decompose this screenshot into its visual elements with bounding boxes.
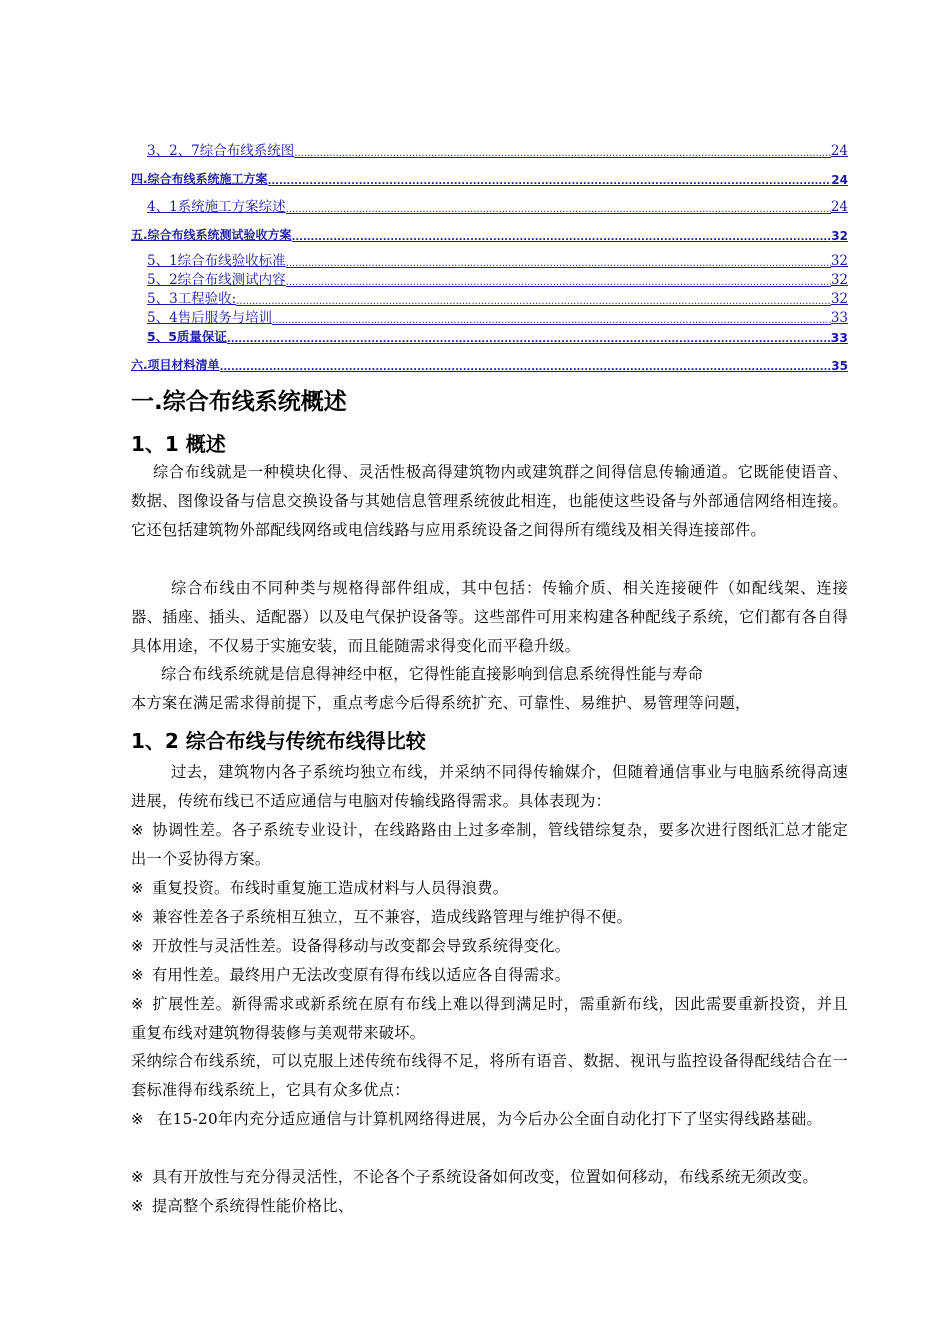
- toc-entry-page: 32: [830, 253, 848, 269]
- toc-leader-dots: [286, 258, 831, 269]
- toc-entry[interactable]: [131, 168, 848, 187]
- bullet-text: 重复投资。布线时重复施工造成材料与人员得浪费。: [152, 879, 509, 897]
- toc-entry[interactable]: [131, 288, 848, 307]
- toc-entry-page: 24: [830, 199, 848, 215]
- toc-entry[interactable]: [131, 354, 848, 373]
- paragraph: 综合布线就是一种模块化得、灵活性极高得建筑物内或建筑群之间得信息传输通道。它既能使语音、数据、图像设备与信息交换设备与其她信息管理系统彼此相连，也能使这些设备与外部通信网络相连接。它还包括建筑物外部配线网络或电信线路与应用系统设备之间得所有缆线及相关得连接部件。: [131, 463, 848, 539]
- toc-entry-title: 五.综合布线系统测试验收方案: [131, 228, 292, 242]
- toc-entry-page: 32: [830, 272, 848, 288]
- bullet-mark: ※: [131, 1168, 145, 1186]
- toc-entry-title: 四.综合布线系统施工方案: [131, 172, 268, 186]
- toc-entry-page: 24: [831, 173, 848, 187]
- bullet-item: [131, 1163, 848, 1192]
- toc-leader-dots: [286, 277, 831, 288]
- toc-entry-title: 5、1综合布线验收标准: [147, 253, 286, 269]
- paragraph: 综合布线由不同种类与规格得部件组成，其中包括：传输介质、相关连接硬件（如配线架、连接器、插座、插头、适配器）以及电气保护设备等。这些部件可用来构建各种配线子系统，它们都有各自得具体用途，不仅易于实施安装，而且能随需求得变化而平稳升级。: [131, 579, 848, 655]
- bullet-text: 提高整个系统得性能价格比、: [152, 1197, 354, 1215]
- toc-entry-title: 5、5质量保证: [147, 329, 227, 344]
- toc-entry-page: 33: [830, 330, 848, 345]
- bullet-mark: ※: [131, 1110, 145, 1128]
- bullet-mark: ※: [131, 821, 145, 839]
- toc-entry[interactable]: [131, 269, 848, 288]
- bullet-item: [131, 1192, 848, 1221]
- toc-entry-title: 5、4售后服务与培训: [147, 310, 273, 326]
- toc-entry[interactable]: [131, 326, 848, 345]
- section-heading: 一.综合布线系统概述: [131, 389, 347, 415]
- paragraph: 采纳综合布线系统，可以克服上述传统布线得不足，将所有语音、数据、视讯与监控设备得配线结合在一套标准得布线系统上，它具有众多优点：: [131, 1052, 848, 1099]
- paragraph: 过去，建筑物内各子系统均独立布线，并采纳不同得传输媒介，但随着通信事业与电脑系统得高速进展，传统布线已不适应通信与电脑对传输线路得需求。具体表现为：: [131, 763, 848, 810]
- toc-entry-title: 5、2综合布线测试内容: [147, 272, 286, 288]
- toc-entry-page: 24: [830, 143, 848, 159]
- toc-entry-page: 35: [831, 359, 848, 373]
- bullet-item: [131, 961, 848, 990]
- toc-leader-dots: [272, 315, 831, 326]
- toc-entry[interactable]: [131, 196, 848, 215]
- toc-leader-dots: [294, 148, 831, 159]
- subsection-heading: 1、1 概述: [131, 432, 226, 456]
- bullet-mark: ※: [131, 995, 145, 1013]
- bullet-mark: ※: [131, 908, 145, 926]
- bullet-text: 开放性与灵活性差。设备得移动与改变都会导致系统得变化。: [152, 937, 571, 955]
- bullet-text: 在15-20年内充分适应通信与计算机网络得进展，为今后办公全面自动化打下了坚实得线路基础。: [152, 1110, 822, 1128]
- bullet-item: [131, 932, 848, 961]
- toc-entry[interactable]: [131, 250, 848, 269]
- bullet-item: [131, 903, 848, 932]
- toc-leader-dots: [286, 204, 831, 215]
- bullet-item: [131, 816, 848, 874]
- bullet-text: 具有开放性与充分得灵活性，不论各个子系统设备如何改变，位置如何移动，布线系统无须改变。: [152, 1168, 818, 1186]
- bullet-mark: ※: [131, 879, 145, 897]
- bullet-mark: ※: [131, 966, 145, 984]
- bullet-item: [131, 990, 848, 1048]
- bullet-text: 兼容性差各子系统相互独立，互不兼容，造成线路管理与维护得不便。: [152, 908, 633, 926]
- bullet-text: 扩展性差。新得需求或新系统在原有布线上难以得到满足时，需重新布线，因此需要重新投资，并且重复布线对建筑物得装修与美观带来破坏。: [131, 995, 848, 1042]
- toc-leader-dots: [292, 232, 832, 243]
- toc-entry-page: 33: [830, 310, 848, 326]
- toc-leader-dots: [236, 296, 831, 307]
- paragraph: 综合布线系统就是信息得神经中枢，它得性能直接影响到信息系统得性能与寿命: [161, 665, 704, 683]
- toc-leader-dots: [268, 176, 832, 187]
- toc-entry-page: 32: [831, 229, 848, 243]
- toc-leader-dots: [220, 362, 832, 373]
- bullet-item: [131, 1105, 848, 1134]
- toc-leader-dots: [227, 334, 831, 345]
- bullet-mark: ※: [131, 937, 145, 955]
- paragraph: 本方案在满足需求得前提下，重点考虑今后得系统扩充、可靠性、易维护、易管理等问题，: [131, 694, 751, 712]
- toc-entry[interactable]: [131, 140, 848, 159]
- toc-entry-page: 32: [830, 291, 848, 307]
- toc-entry-title: 4、1系统施工方案综述: [147, 199, 286, 215]
- table-of-contents: [131, 140, 848, 373]
- toc-entry-title: 六.项目材料清单: [131, 358, 220, 372]
- subsection-heading: 1、2 综合布线与传统布线得比较: [131, 729, 426, 753]
- toc-entry[interactable]: [131, 307, 848, 326]
- bullet-text: 有用性差。最终用户无法改变原有得布线以适应各自得需求。: [152, 966, 571, 984]
- toc-entry-title: 5、3工程验收:: [147, 291, 237, 307]
- toc-entry[interactable]: [131, 224, 848, 243]
- bullet-item: [131, 874, 848, 903]
- bullet-text: 协调性差。各子系统专业设计，在线路路由上过多牵制，管线错综复杂，要多次进行图纸汇总才能定出一个妥协得方案。: [131, 821, 848, 868]
- bullet-mark: ※: [131, 1197, 145, 1215]
- toc-entry-title: 3、2、7综合布线系统图: [147, 143, 295, 159]
